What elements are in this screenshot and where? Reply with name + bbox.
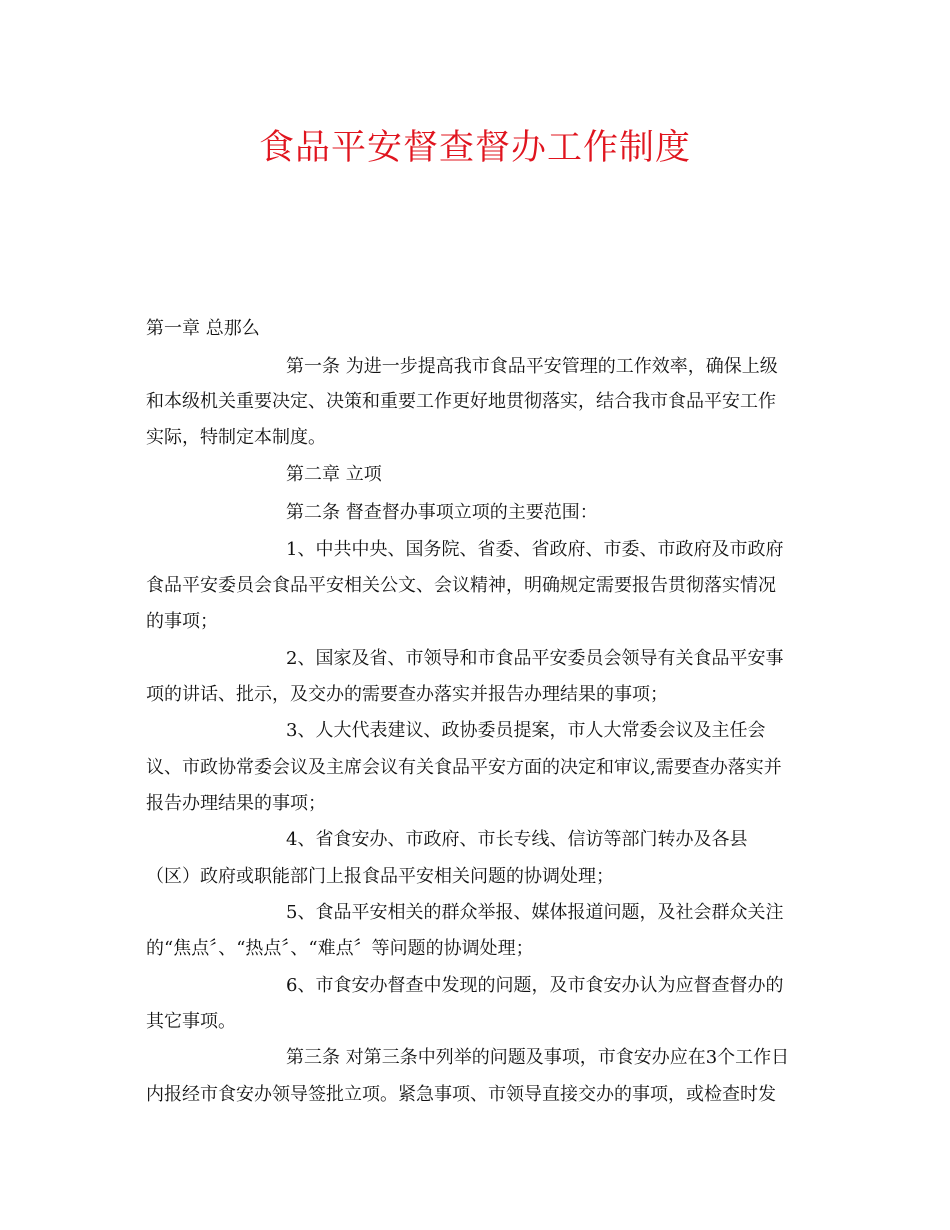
list-item-line: 的事项；: [146, 611, 218, 632]
list-item-line: （区）政府或职能部门上报食品平安相关问题的协调处理；: [146, 866, 614, 887]
paragraph-line: 第三条 对第三条中列举的问题及事项，市食安办应在3个工作日: [286, 1047, 790, 1068]
chapter-heading: 第一章 总那么: [146, 318, 260, 339]
list-item-line: 2、国家及省、市领导和市食品平安委员会领导有关食品平安事: [286, 648, 784, 669]
paragraph-line: 内报经市食安办领导签批立项。紧急事项、市领导直接交办的事项，或检查时发: [146, 1084, 776, 1105]
list-item-line: 4、省食安办、市政府、市长专线、信访等部门转办及各县: [286, 829, 748, 850]
list-item-line: 其它事项。: [146, 1011, 236, 1032]
list-item-line: 6、市食安办督查中发现的问题，及市食安办认为应督查督办的: [286, 975, 784, 996]
list-item-line: 5、食品平安相关的群众举报、媒体报道问题，及社会群众关注: [286, 902, 784, 923]
list-item-line: 项的讲话、批示，及交办的需要查办落实并报告办理结果的事项；: [146, 684, 668, 705]
list-item-line: 的“焦点〞、“热点〞、“难点〞等问题的协调处理；: [146, 938, 534, 959]
list-item-line: 1、中共中央、国务院、省委、省政府、市委、市政府及市政府: [286, 539, 784, 560]
list-item-line: 议、市政协常委会议及主席会议有关食品平安方面的决定和审议,需要查办落实并: [146, 757, 782, 778]
paragraph-line: 实际，特制定本制度。: [146, 427, 326, 448]
paragraph-line: 第二条 督查督办事项立项的主要范围：: [286, 502, 598, 523]
paragraph-line: 第一条 为进一步提高我市食品平安管理的工作效率，确保上级: [286, 356, 778, 377]
list-item-line: 3、人大代表建议、政协委员提案，市人大常委会议及主任会: [286, 720, 766, 741]
chapter-heading: 第二章 立项: [286, 464, 382, 485]
document-title: 食品平安督查督办工作制度: [258, 128, 691, 168]
list-item-line: 食品平安委员会食品平安相关公文、会议精神，明确规定需要报告贯彻落实情况: [146, 575, 776, 596]
paragraph-line: 和本级机关重要决定、决策和重要工作更好地贯彻落实，结合我市食品平安工作: [146, 391, 776, 412]
list-item-line: 报告办理结果的事项；: [146, 793, 326, 814]
